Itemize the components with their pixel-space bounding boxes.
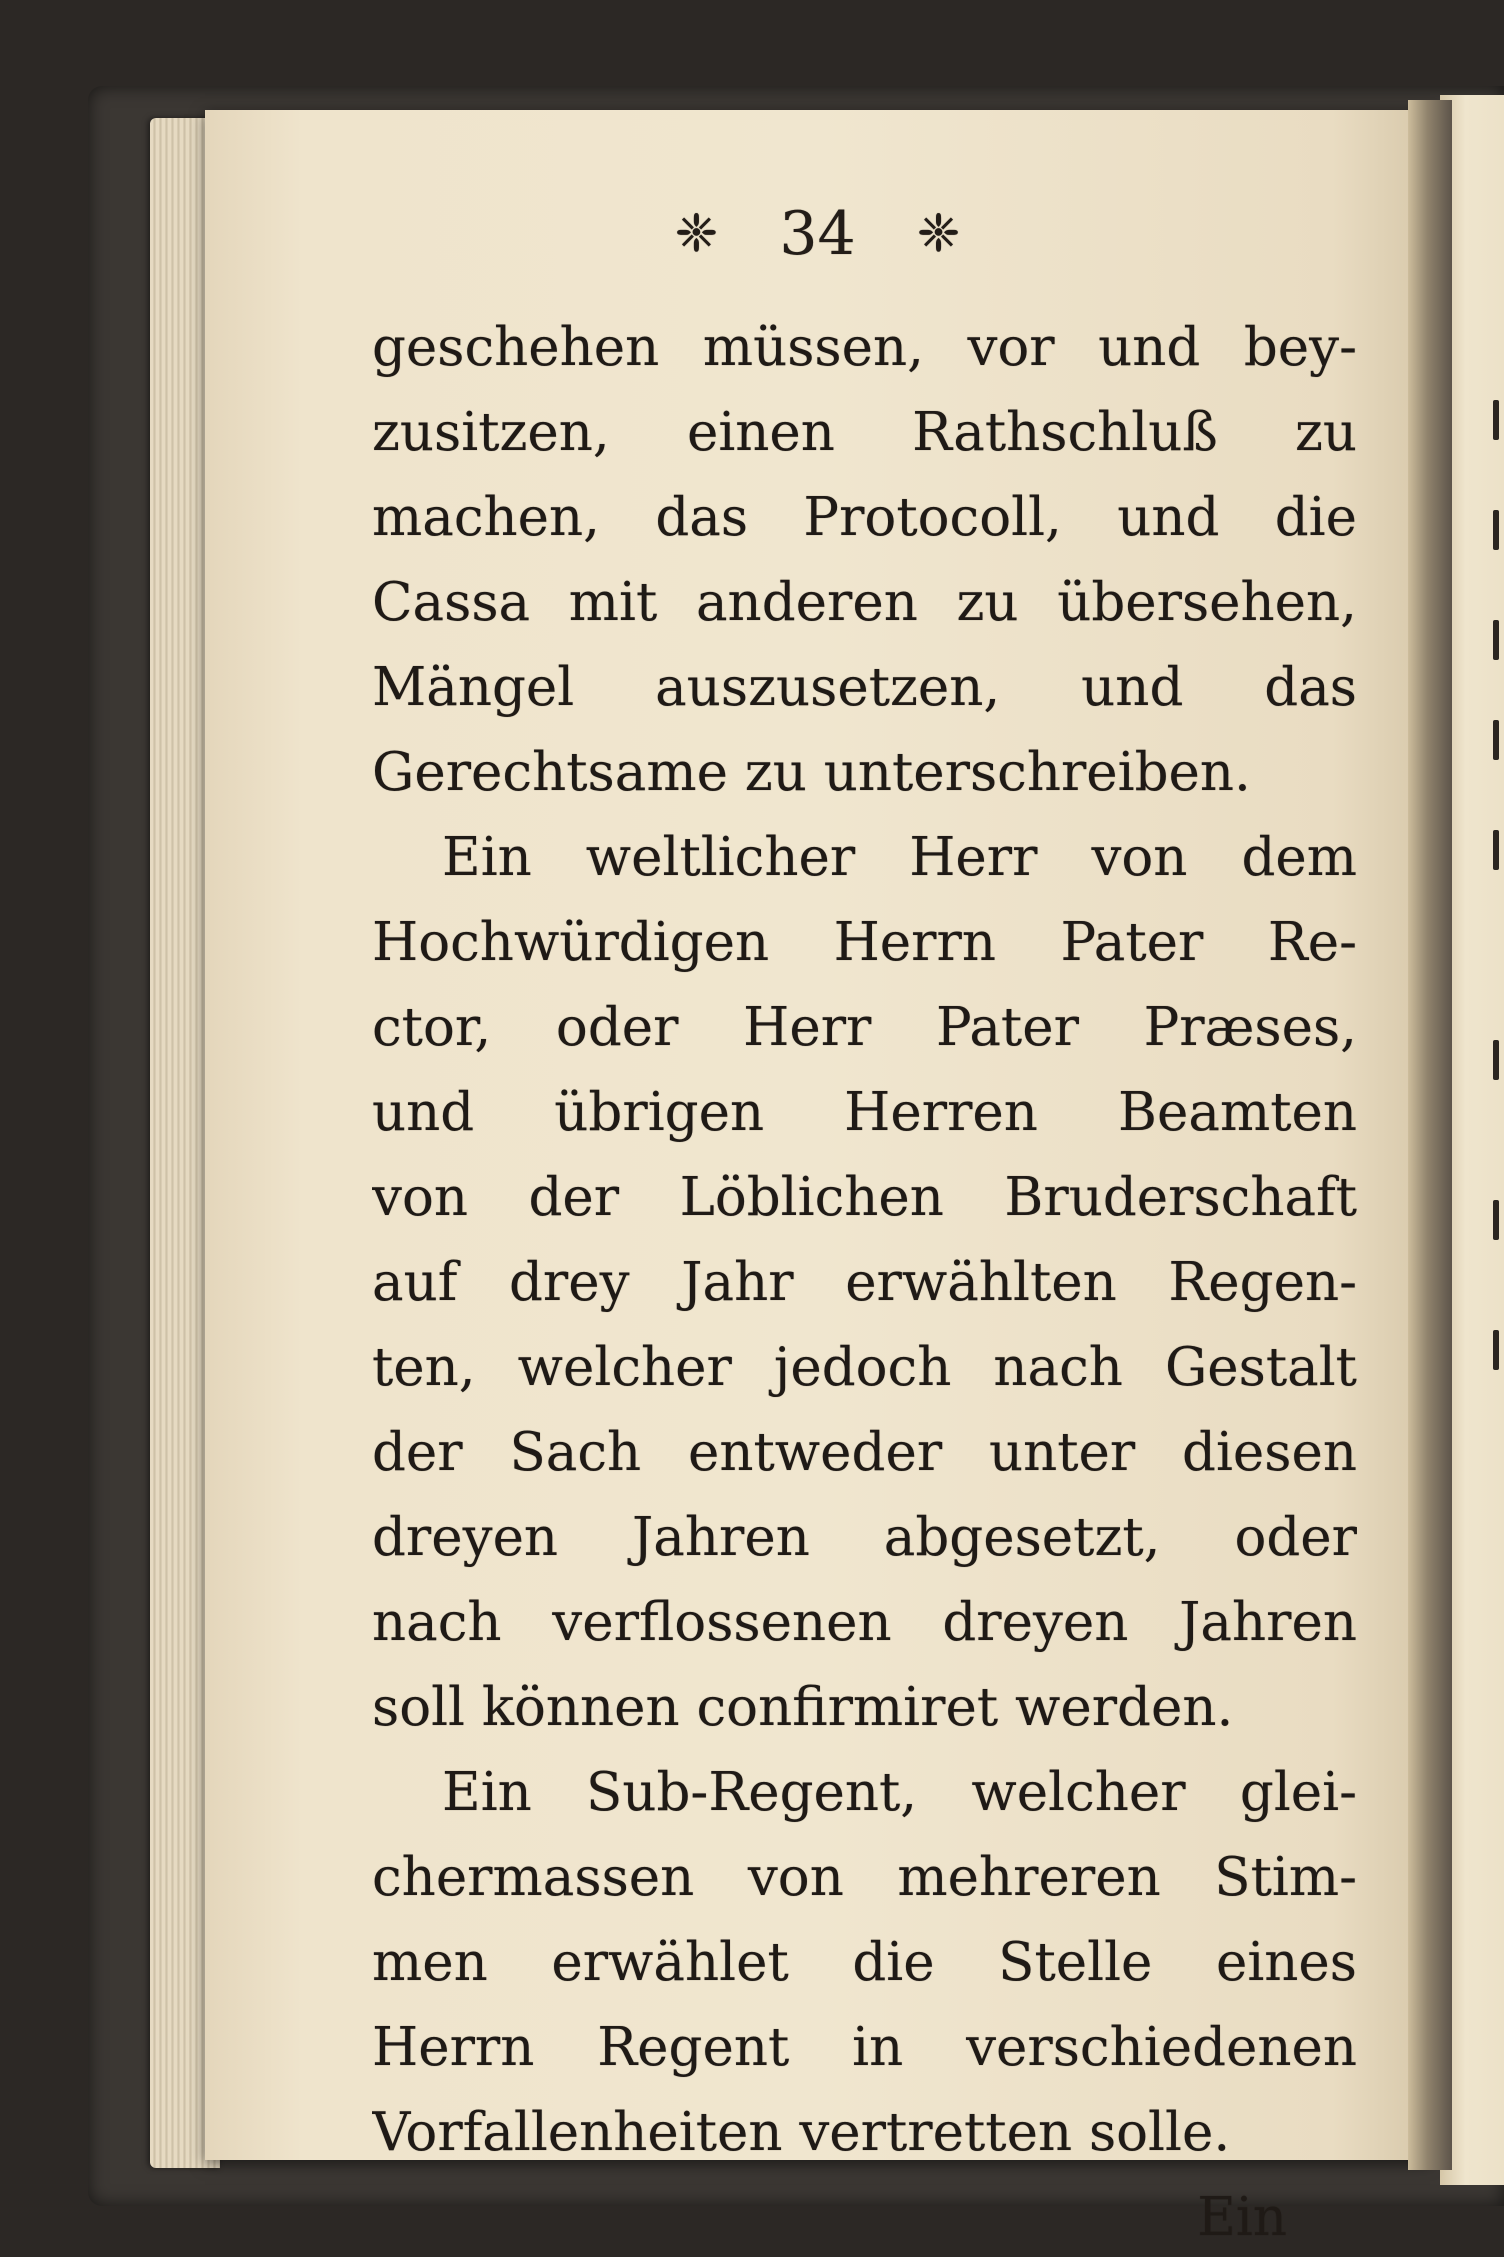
text-line: von der Löblichen Bruderschaft [372, 1167, 1357, 1228]
text-line: Ein Sub-Regent, welcher glei- [442, 1762, 1357, 1823]
page-header [205, 195, 1430, 269]
text-line: zusitzen, einen Rathschluß zu [372, 402, 1357, 463]
text-line: Gerechtsame zu unterschreiben. [372, 742, 1251, 803]
page-number: 34 [779, 199, 856, 270]
text-line: der Sach entweder unter diesen [372, 1422, 1357, 1483]
text-line: geschehen müssen, vor und bey- [372, 317, 1357, 378]
text-line: ctor, oder Herr Pater Præses, [372, 997, 1357, 1058]
text-line: nach verflossenen dreyen Jahren [372, 1592, 1357, 1653]
text-line: Ein weltlicher Herr von dem [442, 827, 1357, 888]
text-line: Mängel auszusetzen, und das [372, 657, 1357, 718]
text-line: machen, das Protocoll, und die [372, 487, 1357, 548]
text-line: chermassen von mehreren Stim- [372, 1847, 1357, 1908]
text-line: men erwählet die Stelle eines [372, 1932, 1357, 1993]
text-line: ten, welcher jedoch nach Gestalt [372, 1337, 1357, 1398]
text-line: Vorfallenheiten vertretten solle. [372, 2102, 1231, 2163]
text-line: Herrn Regent in verschiedenen [372, 2017, 1357, 2078]
flower-ornament-icon: ❈ [674, 204, 719, 265]
text-line: und übrigen Herren Beamten [372, 1082, 1357, 1143]
text-line: dreyen Jahren abgesetzt, oder [372, 1507, 1357, 1568]
text-line: auf drey Jahr erwählten Regen- [372, 1252, 1357, 1313]
catchword: Ein [1197, 2187, 1287, 2248]
body-text [372, 305, 1357, 2257]
flower-ornament-icon: ❈ [916, 204, 961, 265]
book-gutter [1408, 100, 1452, 2170]
text-line: Cassa mit anderen zu übersehen, [372, 572, 1357, 633]
text-line: soll können confirmiret werden. [372, 1677, 1234, 1738]
text-line: Hochwürdigen Herrn Pater Re- [372, 912, 1357, 973]
facing-page-marks [1493, 400, 1501, 1400]
